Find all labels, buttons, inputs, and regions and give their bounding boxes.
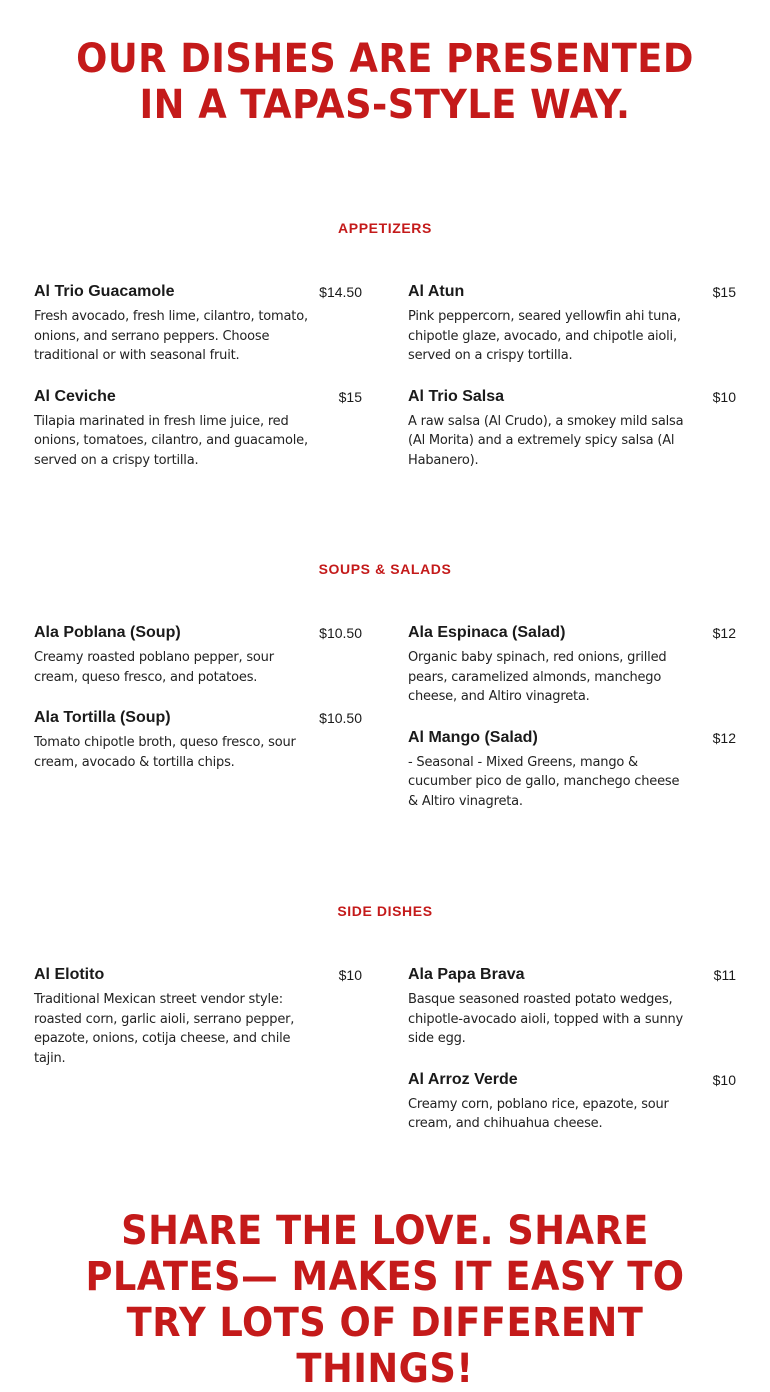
menu-item [408, 622, 736, 707]
item-name: Al Trio Guacamole [34, 283, 175, 300]
menu-item [408, 281, 736, 366]
item-name: Ala Poblana (Soup) [34, 624, 181, 641]
item-name: Ala Papa Brava [408, 966, 525, 983]
section-title-side-dishes: SIDE DISHES [337, 903, 433, 919]
menu-item [34, 964, 362, 1068]
headline-bottom: SHARE THE LOVE. SHARE PLATES— MAKES IT EASY TO TRY LOTS OF DIFFERENT THINGS! [85, 1208, 685, 1392]
menu-item [408, 1069, 736, 1134]
side-dishes-left-column [34, 964, 362, 1088]
item-description: Creamy corn, poblano rice, epazote, sour cream, and chihuahua cheese. [408, 1096, 669, 1131]
menu-item [408, 964, 736, 1049]
item-name: Al Elotito [34, 966, 105, 983]
item-name: Al Mango (Salad) [408, 728, 538, 746]
item-description: Creamy roasted poblano pepper, sour cream, queso fresco, and potatoes. [34, 650, 274, 685]
soups-salads-right-column [408, 622, 736, 831]
item-price: $14.50 [319, 284, 362, 300]
item-name: Ala Espinaca (Salad) [408, 624, 566, 641]
item-price: $10.50 [319, 625, 362, 641]
item-description: Tilapia marinated in fresh lime juice, red onions, tomatoes, cilantro, and guacamole, served on a crispy tortilla. [34, 413, 308, 468]
item-name: Al Ceviche [34, 387, 116, 405]
menu-item [34, 386, 362, 471]
item-price: $10.50 [319, 710, 362, 726]
soups-salads-left-column [34, 622, 362, 792]
item-price: $12 [712, 729, 736, 746]
item-name: Ala Tortilla (Soup) [34, 709, 171, 726]
side-dishes-right-column [408, 964, 736, 1154]
item-price: $10 [712, 388, 736, 405]
item-description: Fresh avocado, fresh lime, cilantro, tomato, onions, and serrano peppers. Choose traditional or with seasonal fruit. [34, 309, 308, 363]
item-description: - Seasonal - Mixed Greens, mango & cucumber pico de gallo, manchego cheese & Altiro vinagreta. [408, 754, 680, 809]
item-description: Organic baby spinach, red onions, grilled pears, caramelized almonds, manchego cheese, and Altiro vinagreta. [408, 650, 667, 704]
item-name: Al Atun [408, 283, 465, 300]
appetizers-right-column [408, 281, 736, 490]
item-price: $15 [338, 388, 362, 405]
menu-item [34, 707, 362, 772]
item-description: A raw salsa (Al Crudo), a smokey mild salsa (Al Morita) and a extremely spicy salsa (Al Habanero). [408, 413, 684, 468]
menu-item [34, 622, 362, 687]
item-price: $10 [338, 967, 362, 983]
item-name: Al Arroz Verde [408, 1070, 518, 1088]
item-description: Tomato chipotle broth, queso fresco, sour cream, avocado & tortilla chips. [34, 735, 296, 770]
item-price: $15 [712, 284, 736, 300]
item-description: Traditional Mexican street vendor style: roasted corn, garlic aioli, serrano pepper, epazote, onions, cotija cheese, and chile tajin. [34, 992, 295, 1066]
menu-item [34, 281, 362, 366]
headline-top: OUR DISHES ARE PRESENTED IN A TAPAS-STYLE WAY. [76, 36, 694, 128]
item-description: Basque seasoned roasted potato wedges, chipotle-avocado aioli, topped with a sunny side egg. [408, 992, 684, 1046]
item-name: Al Trio Salsa [408, 387, 505, 405]
item-price: $11 [713, 967, 736, 983]
section-title-appetizers: APPETIZERS [338, 220, 432, 236]
item-price: $12 [712, 625, 736, 641]
section-title-soups-salads: SOUPS & SALADS [318, 561, 452, 577]
appetizers-left-column [34, 281, 362, 490]
menu-item [408, 386, 736, 471]
menu-item [408, 727, 736, 812]
item-price: $10 [712, 1071, 736, 1088]
item-description: Pink peppercorn, seared yellowfin ahi tuna, chipotle glaze, avocado, and chipotle aioli, served on a crispy tortilla. [408, 309, 681, 363]
